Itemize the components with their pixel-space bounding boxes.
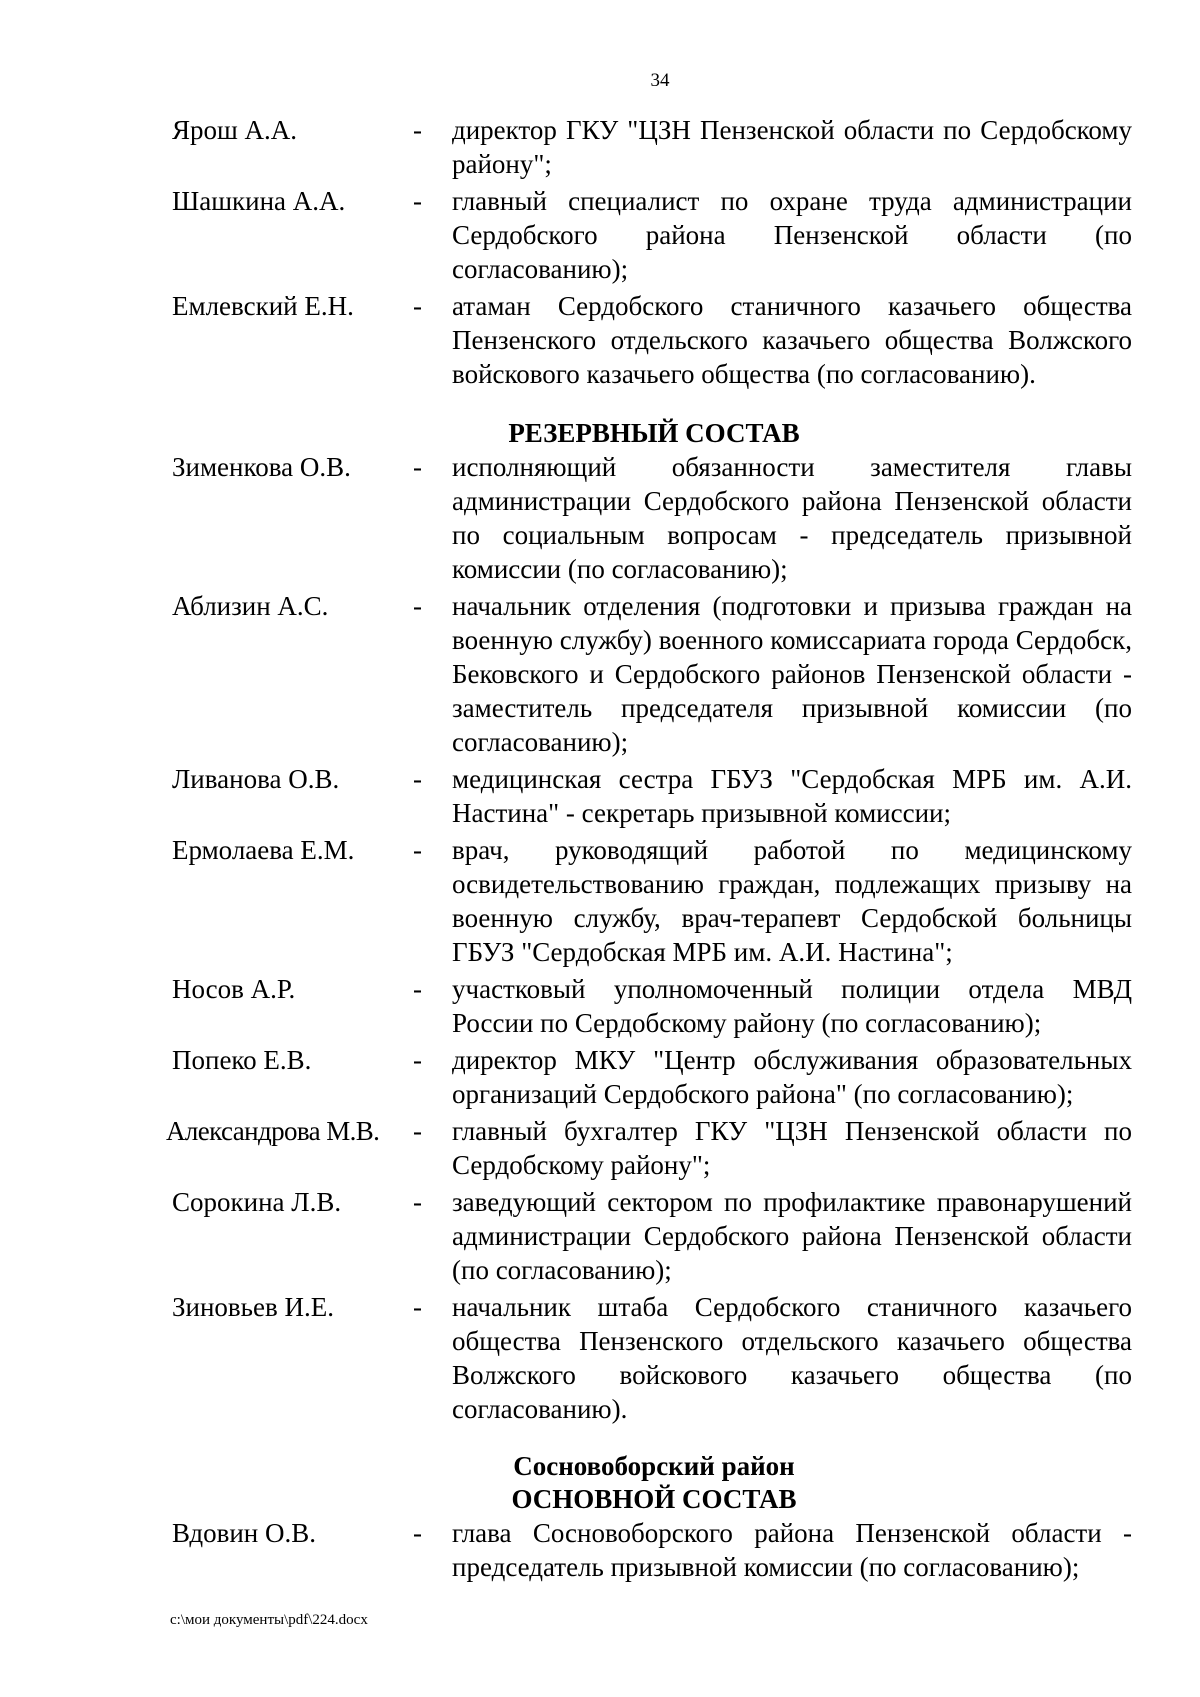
dash: - xyxy=(413,1187,422,1217)
file-path-footer: c:\мои документы\pdf\224.docx xyxy=(170,1612,368,1628)
document-body xyxy=(0,113,1200,1584)
district-heading: Сосновоборский район xyxy=(513,1451,795,1481)
dash: - xyxy=(413,1116,422,1146)
member-name: Ермолаева Е.М. xyxy=(172,835,355,865)
member-name: Ярош А.А. xyxy=(172,115,298,145)
member-position: начальник отделения (подготовки и призыва граждан на военную службу) военного комиссариата города Сердобск, Бековского и Сердобского районов Пензенской области - заместитель председателя призывной комиссии (по согласованию); xyxy=(452,591,1132,757)
member-position: медицинская сестра ГБУЗ "Сердобская МРБ им. А.И. Настина" - секретарь призывной комиссии; xyxy=(452,764,1132,828)
dash: - xyxy=(413,764,422,794)
member-name: Ливанова О.В. xyxy=(172,764,340,794)
member-entry xyxy=(0,113,1200,181)
member-entry xyxy=(0,1043,1200,1111)
dash: - xyxy=(413,452,422,482)
member-position: врач, руководящий работой по медицинскому освидетельствованию граждан, подлежащих призыву на военную службу, врач-терапевт Сердобской больницы ГБУЗ "Сердобская МРБ им. А.И. Настина"; xyxy=(452,835,1132,967)
dash: - xyxy=(413,291,422,321)
member-position: исполняющий обязанности заместителя главы администрации Сердобского района Пензенской области по социальным вопросам - председатель призывной комиссии (по согласованию); xyxy=(452,452,1132,584)
member-entry xyxy=(0,1516,1200,1584)
member-position: заведующий сектором по профилактике правонарушений администрации Сердобского района Пензенской области (по согласованию); xyxy=(452,1187,1132,1285)
member-position: директор МКУ "Центр обслуживания образовательных организаций Сердобского района" (по согласованию); xyxy=(452,1045,1132,1109)
member-entry xyxy=(0,450,1200,586)
member-entry xyxy=(0,1185,1200,1287)
member-position: атаман Сердобского станичного казачьего общества Пензенского отдельского казачьего общества Волжского войскового казачьего общества (по согласованию). xyxy=(452,291,1132,389)
member-name: Зиновьев И.Е. xyxy=(172,1292,334,1322)
dash: - xyxy=(413,1045,422,1075)
dash: - xyxy=(413,115,422,145)
member-position: начальник штаба Сердобского станичного казачьего общества Пензенского отдельского казачьего общества Волжского войскового казачьего общества (по согласованию). xyxy=(452,1292,1132,1424)
member-entry xyxy=(0,972,1200,1040)
dash: - xyxy=(413,591,422,621)
member-entry xyxy=(0,589,1200,759)
member-name: Сорокина Л.В. xyxy=(172,1187,342,1217)
dash: - xyxy=(413,835,422,865)
member-entry xyxy=(0,289,1200,391)
member-entry xyxy=(0,1290,1200,1426)
reserve-heading: РЕЗЕРВНЫЙ СОСТАВ xyxy=(508,418,800,448)
dash: - xyxy=(413,974,422,1004)
dash: - xyxy=(413,1518,422,1548)
dash: - xyxy=(413,186,422,216)
page-number: 34 xyxy=(650,70,670,91)
main-heading: ОСНОВНОЙ СОСТАВ xyxy=(511,1484,797,1514)
member-position: глава Сосновоборского района Пензенской области - председатель призывной комиссии (по согласованию); xyxy=(452,1518,1132,1582)
member-entry xyxy=(0,833,1200,969)
member-position: директор ГКУ "ЦЗН Пензенской области по Сердобскому району"; xyxy=(452,115,1132,179)
dash: - xyxy=(413,1292,422,1322)
member-entry xyxy=(0,1114,1200,1182)
member-name: Александрова М.В. xyxy=(166,1116,380,1146)
member-name: Аблизин А.С. xyxy=(172,591,329,621)
member-name: Вдовин О.В. xyxy=(172,1518,316,1548)
member-entry xyxy=(0,184,1200,286)
member-entry xyxy=(0,762,1200,830)
member-position: главный специалист по охране труда администрации Сердобского района Пензенской области (по согласованию); xyxy=(452,186,1132,284)
member-name: Носов А.Р. xyxy=(172,974,296,1004)
member-name: Попеко Е.В. xyxy=(172,1045,312,1075)
member-name: Зименкова О.В. xyxy=(172,452,351,482)
member-name: Емлевский Е.Н. xyxy=(172,291,354,321)
member-position: участковый уполномоченный полиции отдела МВД России по Сердобскому району (по согласованию); xyxy=(452,974,1132,1038)
member-name: Шашкина А.А. xyxy=(172,186,346,216)
member-position: главный бухгалтер ГКУ "ЦЗН Пензенской области по Сердобскому району"; xyxy=(452,1116,1132,1180)
